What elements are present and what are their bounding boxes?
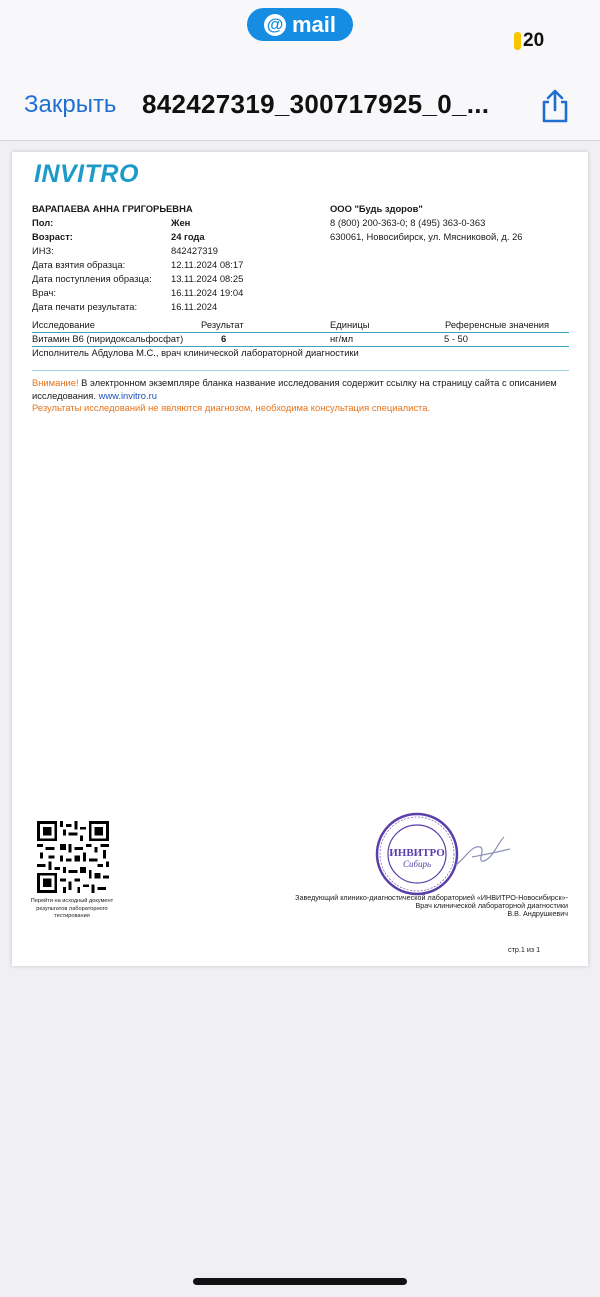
table-row — [32, 333, 569, 347]
stamp-subtext: Сибирь — [402, 859, 432, 869]
page-number: стр.1 из 1 — [508, 945, 541, 954]
invitro-logo: INVITRO — [34, 160, 139, 188]
header-units: Единицы — [330, 319, 370, 330]
warning-text: В электронном экземпляре бланка название исследования содержит ссылку на страницу сайта с описанием исследования. — [32, 377, 557, 401]
mail-pill-label: mail — [291, 11, 337, 37]
qr-code[interactable] — [37, 821, 109, 893]
patient-name: ВАРАПАЕВА АННА ГРИГОРЬЕВНА — [32, 203, 193, 214]
at-sign-icon: @ — [264, 14, 286, 36]
mail-app-pill[interactable] — [247, 8, 353, 41]
stamp-text: ИНВИТРО — [389, 847, 445, 859]
lab-info — [330, 202, 523, 244]
lab-name: ООО "Будь здоров" — [330, 203, 423, 214]
warning-word: Внимание! — [32, 377, 79, 388]
results-table-header — [32, 319, 569, 333]
disclaimer-text: Результаты исследований не являются диагнозом, необходима консультация специалиста. — [32, 402, 431, 413]
signature-block: Заведующий клинико-диагностической лабораторией «ИНВИТРО-Новосибирск»- Врач клинической лабораторной диагностики В.В. Андрушкевич — [295, 893, 568, 919]
home-indicator[interactable] — [193, 1278, 407, 1285]
document-page — [12, 152, 588, 966]
lab-phones: 8 (800) 200-363-0; 8 (495) 363-0-363 — [330, 217, 486, 228]
invitro-link[interactable]: www.invitro.ru — [98, 389, 157, 401]
notice-block — [32, 377, 572, 415]
patient-field: Дата печати результата: 16.11.2024 — [32, 301, 218, 312]
qr-caption: Перейти на исходный документ результатов лабораторного тестирования — [30, 898, 114, 919]
reference-value: 5 - 50 — [444, 333, 468, 344]
battery-level: 20 — [523, 30, 545, 51]
divider — [32, 370, 569, 371]
signature — [452, 827, 512, 877]
close-button[interactable]: Закрыть — [24, 91, 117, 118]
battery-icon — [514, 32, 521, 50]
patient-field: ИНЗ: 842427319 — [32, 245, 218, 256]
result-value: 6 — [221, 333, 227, 344]
top-navigation-bar — [0, 0, 600, 141]
patient-field: Дата поступления образца: 13.11.2024 08:25 — [32, 273, 244, 284]
share-icon[interactable] — [537, 88, 573, 124]
patient-field: Дата взятия образца: 12.11.2024 08:17 — [32, 259, 244, 270]
units-value: нг/мл — [330, 333, 354, 344]
document-title: 842427319_300717925_0_... — [142, 89, 490, 119]
patient-field: Пол: Жен — [32, 217, 191, 228]
patient-field: Возраст: 24 года — [32, 231, 205, 242]
test-name-link[interactable]: Витамин В6 (пиридоксальфосфат) — [32, 333, 184, 344]
lab-address: 630061, Новосибирск, ул. Мясниковой, д. 26 — [330, 231, 523, 242]
battery-indicator — [514, 30, 544, 52]
header-result: Результат — [201, 319, 244, 330]
lab-stamp — [374, 811, 460, 897]
executor-line: Исполнитель Абдулова М.С., врач клинической лабораторной диагностики — [32, 347, 359, 358]
header-test: Исследование — [32, 319, 95, 330]
header-reference: Референсные значения — [445, 319, 550, 330]
patient-info — [32, 202, 243, 314]
patient-field: Врач: 16.11.2024 19:04 — [32, 287, 244, 298]
